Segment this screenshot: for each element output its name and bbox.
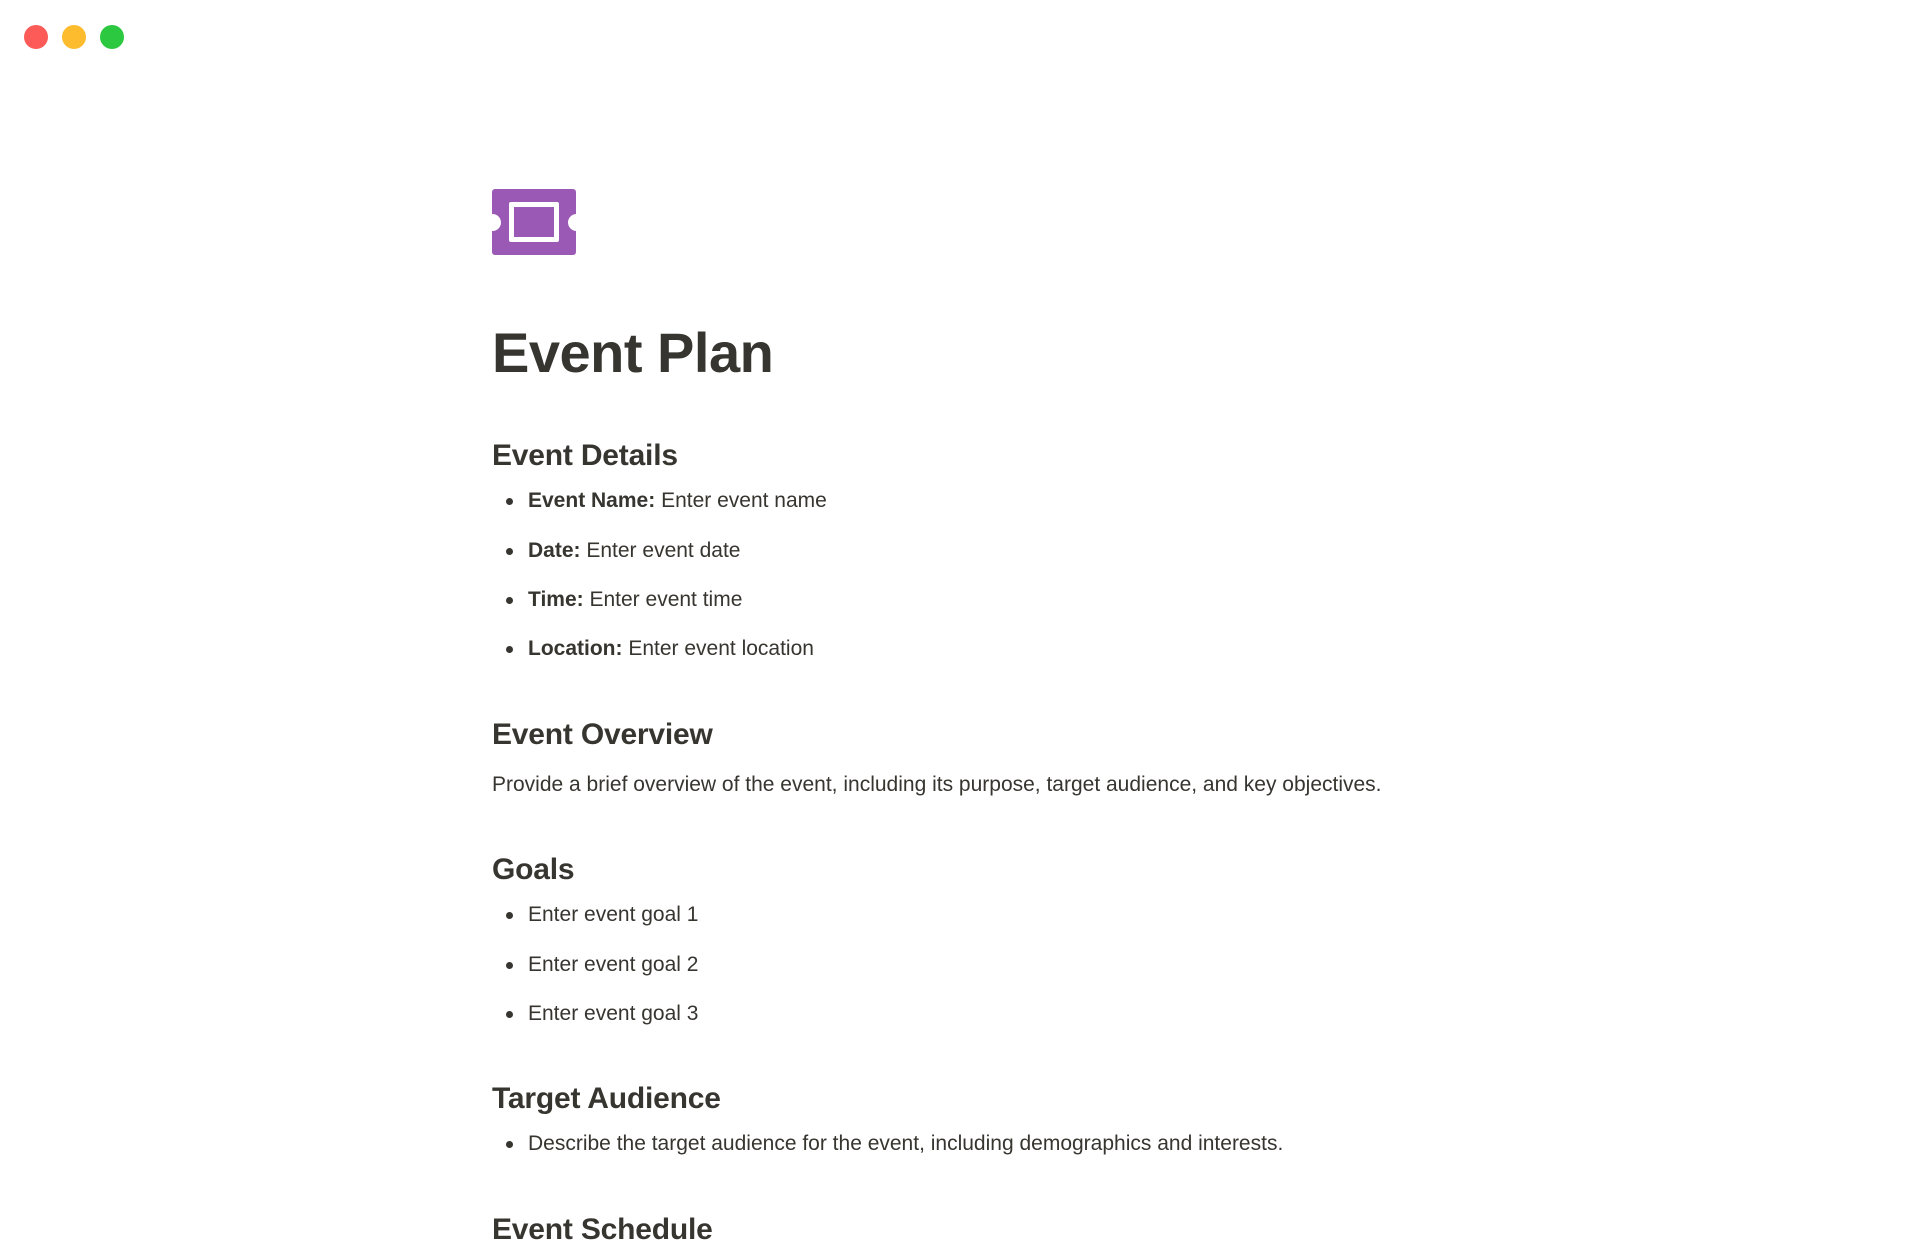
section-heading-target-audience[interactable]: Target Audience [492,1082,721,1116]
goals-list [492,901,1800,1028]
list-item[interactable] [528,1130,1800,1158]
list-item[interactable] [528,586,1800,614]
ticket-icon-notch-right [568,214,585,231]
event-details-list [492,487,1800,663]
section-heading-event-details[interactable]: Event Details [492,439,678,473]
list-item[interactable] [528,635,1800,663]
list-item[interactable] [528,901,1800,929]
list-item-value: Enter event name [661,489,827,513]
minimize-window-button[interactable] [62,25,86,49]
list-item-value: Enter event goal 3 [528,1001,699,1025]
list-item[interactable] [528,1000,1800,1028]
list-item[interactable] [528,537,1800,565]
list-item-value: Enter event time [589,588,743,612]
list-item-value: Enter event date [586,538,741,562]
list-item-label: Event Name: [528,489,656,513]
list-item-value: Enter event goal 2 [528,952,699,976]
ticket-icon[interactable] [492,189,576,255]
list-item-label: Date: [528,538,581,562]
list-item-value: Enter event location [628,637,814,661]
section-heading-event-schedule[interactable]: Event Schedule [492,1212,713,1246]
ticket-icon-frame [509,202,559,242]
target-audience-list [492,1130,1800,1158]
list-item-label: Time: [528,588,584,612]
ticket-icon-notch-left [484,214,501,231]
list-item[interactable] [528,487,1800,515]
window-titlebar [0,0,1920,74]
page-title[interactable]: Event Plan [492,321,774,384]
event-overview-paragraph[interactable]: Provide a brief overview of the event, including its purpose, target audience, and key objectives. [492,772,1382,796]
section-heading-event-overview[interactable]: Event Overview [492,717,713,751]
list-item-value: Describe the target audience for the event, including demographics and interests. [528,1132,1284,1156]
document-body [0,189,1920,1247]
list-item-value: Enter event goal 1 [528,903,699,927]
list-item[interactable] [528,951,1800,979]
maximize-window-button[interactable] [100,25,124,49]
section-heading-goals[interactable]: Goals [492,853,575,887]
close-window-button[interactable] [24,25,48,49]
list-item-label: Location: [528,637,623,661]
